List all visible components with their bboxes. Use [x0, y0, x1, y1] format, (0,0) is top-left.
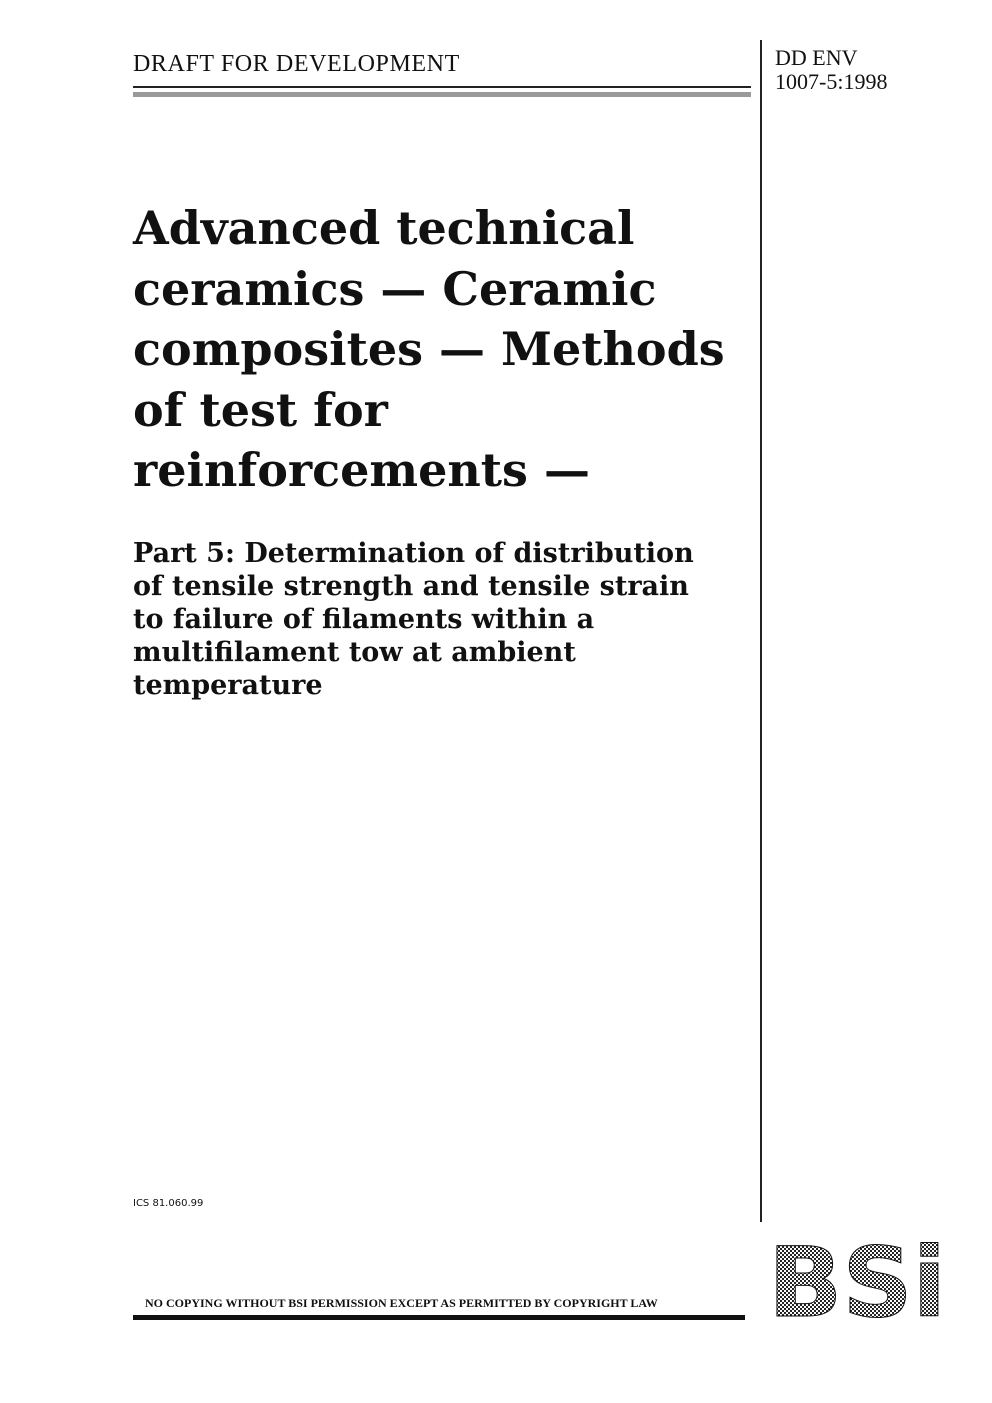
svg-text:BSi: BSi	[768, 1240, 946, 1322]
vertical-divider	[760, 40, 762, 1222]
part-subtitle	[133, 537, 743, 702]
subtitle-line: Part 5: Determination of distribution	[133, 538, 694, 569]
header-rule-thick	[133, 92, 751, 97]
ics-code: ICS 81.060.99	[133, 1198, 204, 1209]
header-rule	[133, 86, 751, 97]
subtitle-line: temperature	[133, 670, 323, 701]
document-number-line2: 1007-5:1998	[775, 69, 888, 94]
main-title-line: composites — Methods	[133, 322, 725, 376]
main-title	[133, 198, 743, 501]
copyright-rule	[133, 1315, 745, 1320]
document-number-line1: DD ENV	[775, 45, 858, 70]
subtitle-line: multifilament tow at ambient	[133, 637, 576, 668]
main-title-line: of test for	[133, 382, 388, 437]
main-title-line: reinforcements —	[133, 443, 590, 497]
bsi-logo	[768, 1240, 946, 1322]
copyright-notice: NO COPYING WITHOUT BSI PERMISSION EXCEPT AS PERMITTED BY COPYRIGHT LAW	[145, 1296, 658, 1310]
subtitle-line: of tensile strength and tensile strain	[133, 571, 689, 602]
document-number	[775, 46, 887, 94]
subtitle-line: to failure of filaments within a	[133, 604, 595, 635]
draft-for-development-label: DRAFT FOR DEVELOPMENT	[133, 51, 460, 77]
main-title-line: Advanced technical	[133, 201, 635, 255]
main-title-line: ceramics — Ceramic	[133, 261, 657, 316]
